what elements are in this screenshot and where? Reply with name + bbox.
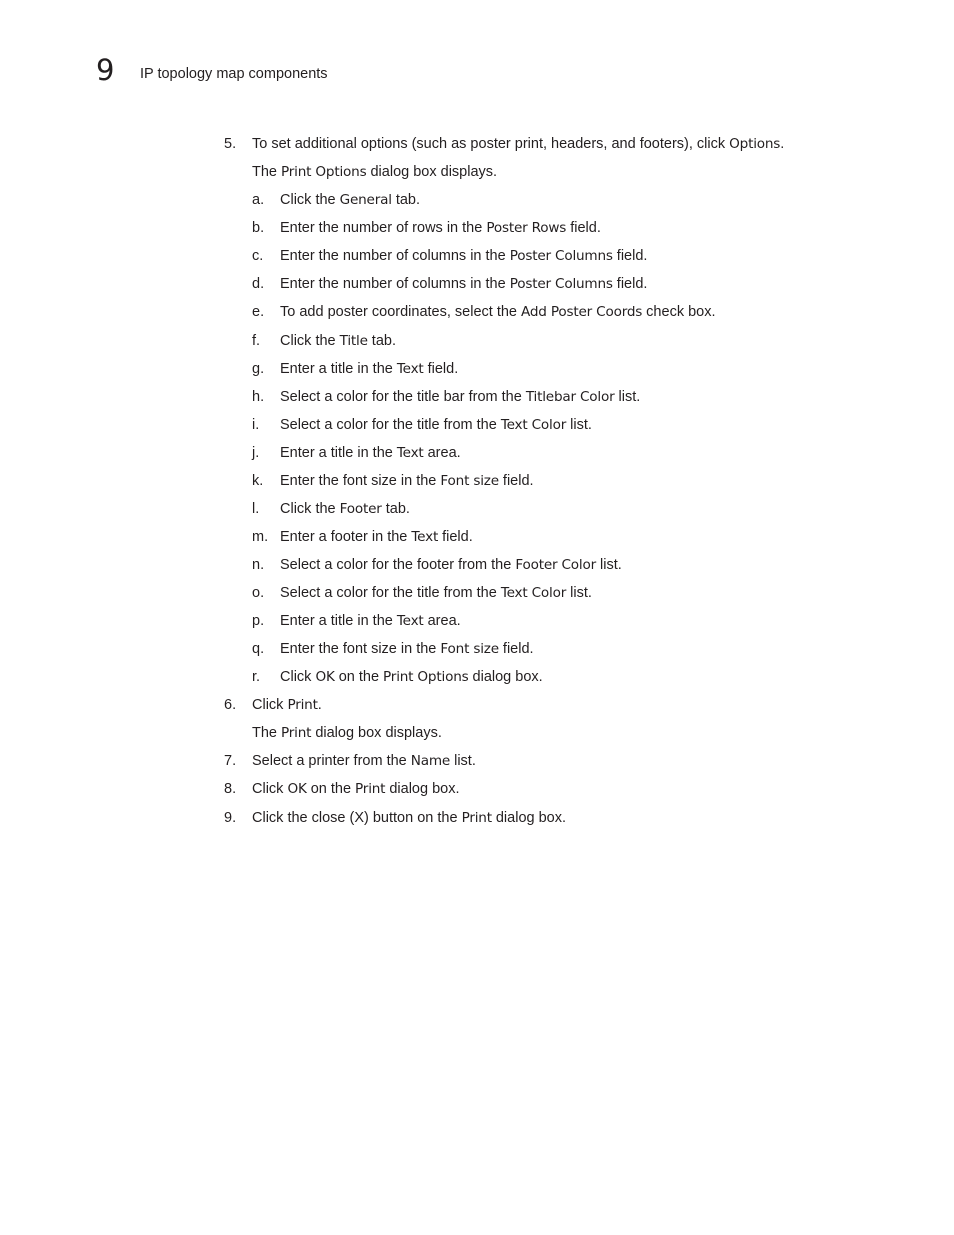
ui-term: Text Color — [500, 417, 567, 433]
text-run: field. — [498, 641, 534, 657]
text-run: To add poster coordinates, select the — [280, 304, 522, 320]
ui-term: Poster Rows — [486, 220, 567, 236]
step-text — [280, 556, 622, 574]
step-number: o. — [252, 585, 265, 601]
text-run: Enter the font size in the — [280, 473, 441, 489]
step-text — [252, 163, 497, 181]
step-number: d. — [252, 276, 265, 292]
ui-term: Options — [729, 136, 781, 152]
step-text — [252, 752, 476, 770]
text-run: field. — [566, 220, 601, 236]
step-text — [280, 360, 458, 378]
text-run: list. — [450, 753, 476, 769]
text-run: Click the — [280, 501, 340, 517]
step-text — [252, 135, 784, 153]
ui-term: Print — [281, 725, 312, 741]
text-run: list. — [614, 389, 641, 405]
text-run: on the — [334, 669, 384, 685]
ui-term: Name — [410, 753, 451, 769]
step-text — [252, 780, 460, 798]
step-text — [280, 416, 592, 434]
ui-term: Print — [461, 810, 492, 826]
step-number: 8. — [224, 781, 237, 797]
text-run: dialog box displays. — [311, 725, 442, 741]
text-run: tab. — [367, 333, 396, 349]
text-run: Enter a title in the — [280, 361, 397, 377]
ui-term: Footer Color — [515, 557, 597, 573]
text-run: Select a color for the title from the — [280, 585, 501, 601]
ui-term: Text — [411, 529, 439, 545]
step-number: m. — [252, 529, 269, 545]
step-text — [280, 219, 601, 237]
text-run: field. — [438, 529, 473, 545]
text-run: Click — [252, 697, 288, 713]
step-number: n. — [252, 557, 265, 573]
ui-term: Poster Columns — [509, 248, 613, 264]
step-number: e. — [252, 304, 265, 320]
text-run: The — [252, 164, 282, 180]
step-text — [252, 809, 566, 827]
step-text — [252, 696, 322, 714]
step-text — [280, 612, 461, 630]
step-text — [280, 584, 592, 602]
step-text — [280, 303, 716, 321]
step-text — [280, 247, 647, 265]
ui-term: Text — [396, 613, 424, 629]
text-run: Select a color for the title from the — [280, 417, 501, 433]
step-text — [280, 275, 647, 293]
step-text — [280, 444, 461, 462]
step-number: p. — [252, 613, 265, 629]
text-run: list. — [566, 417, 592, 433]
text-run: field. — [612, 276, 648, 292]
step-text — [280, 668, 543, 686]
step-number: 6. — [224, 697, 237, 713]
text-run: area. — [423, 445, 461, 461]
ui-term: Text — [396, 361, 424, 377]
ui-term: OK — [287, 781, 307, 797]
text-run: area. — [423, 613, 461, 629]
text-run: tab. — [381, 501, 410, 517]
ui-term: Print — [287, 697, 318, 713]
text-run: Enter a title in the — [280, 445, 397, 461]
text-run: Enter a footer in the — [280, 529, 412, 545]
step-number: i. — [252, 417, 260, 433]
text-run: field. — [612, 248, 648, 264]
text-run: list. — [596, 557, 622, 573]
text-run: The — [252, 725, 282, 741]
step-text — [280, 500, 410, 518]
ui-term: Text — [396, 445, 424, 461]
text-run: Select a color for the title bar from the — [280, 389, 526, 405]
text-run: Click — [252, 781, 288, 797]
text-run: field. — [423, 361, 459, 377]
step-number: j. — [252, 445, 260, 461]
step-number: 7. — [224, 753, 237, 769]
text-run: dialog box. — [491, 810, 567, 826]
text-run: Click the close (X) button on the — [252, 810, 462, 826]
text-run: Enter the number of columns in the — [280, 248, 510, 264]
ui-term: Titlebar Color — [525, 389, 615, 405]
ui-term: Footer — [339, 501, 382, 517]
ui-term: Text Color — [500, 585, 567, 601]
ui-term: Font size — [440, 641, 499, 657]
text-run: . — [317, 697, 322, 713]
step-number: l. — [252, 501, 260, 517]
step-text — [280, 472, 534, 490]
text-run: Select a printer from the — [252, 753, 411, 769]
text-run: dialog box. — [385, 781, 460, 797]
step-number: b. — [252, 220, 265, 236]
ui-term: Print — [355, 781, 386, 797]
text-run: . — [780, 136, 785, 152]
text-run: Enter the number of rows in the — [280, 220, 487, 236]
step-text — [280, 332, 396, 350]
ui-term: Print Options — [281, 164, 367, 180]
ui-term: Add Poster Coords — [521, 304, 643, 320]
step-text — [280, 191, 420, 209]
step-number: k. — [252, 473, 264, 489]
chapter-title: IP topology map components — [140, 66, 328, 82]
step-number: g. — [252, 361, 265, 377]
ui-term: Title — [339, 333, 368, 349]
text-run: Click — [280, 669, 316, 685]
step-number: 5. — [224, 136, 237, 152]
ui-term: Print Options — [383, 669, 469, 685]
step-number: a. — [252, 192, 265, 208]
step-text — [280, 528, 473, 546]
text-run: on the — [306, 781, 356, 797]
step-text — [280, 388, 640, 406]
text-run: Enter the font size in the — [280, 641, 441, 657]
step-number: c. — [252, 248, 264, 264]
text-run: dialog box. — [468, 669, 543, 685]
text-run: field. — [498, 473, 534, 489]
ui-term: Poster Columns — [509, 276, 613, 292]
step-text — [252, 724, 442, 742]
step-number: h. — [252, 389, 265, 405]
ui-term: General — [339, 192, 392, 208]
step-number: r. — [252, 669, 261, 685]
text-run: Click the — [280, 333, 340, 349]
chapter-number: 9 — [96, 53, 115, 87]
text-run: tab. — [391, 192, 421, 208]
text-run: Enter the number of columns in the — [280, 276, 510, 292]
text-run: Select a color for the footer from the — [280, 557, 516, 573]
text-run: Click the — [280, 192, 340, 208]
step-text — [280, 640, 534, 658]
text-run: list. — [566, 585, 592, 601]
text-run: To set additional options (such as poster print, headers, and footers), click — [252, 136, 730, 152]
ui-term: OK — [315, 669, 335, 685]
ui-term: Font size — [440, 473, 499, 489]
step-number: f. — [252, 333, 261, 349]
text-run: Enter a title in the — [280, 613, 397, 629]
step-number: 9. — [224, 810, 237, 826]
text-run: dialog box displays. — [366, 164, 498, 180]
text-run: check box. — [642, 304, 716, 320]
step-number: q. — [252, 641, 265, 657]
